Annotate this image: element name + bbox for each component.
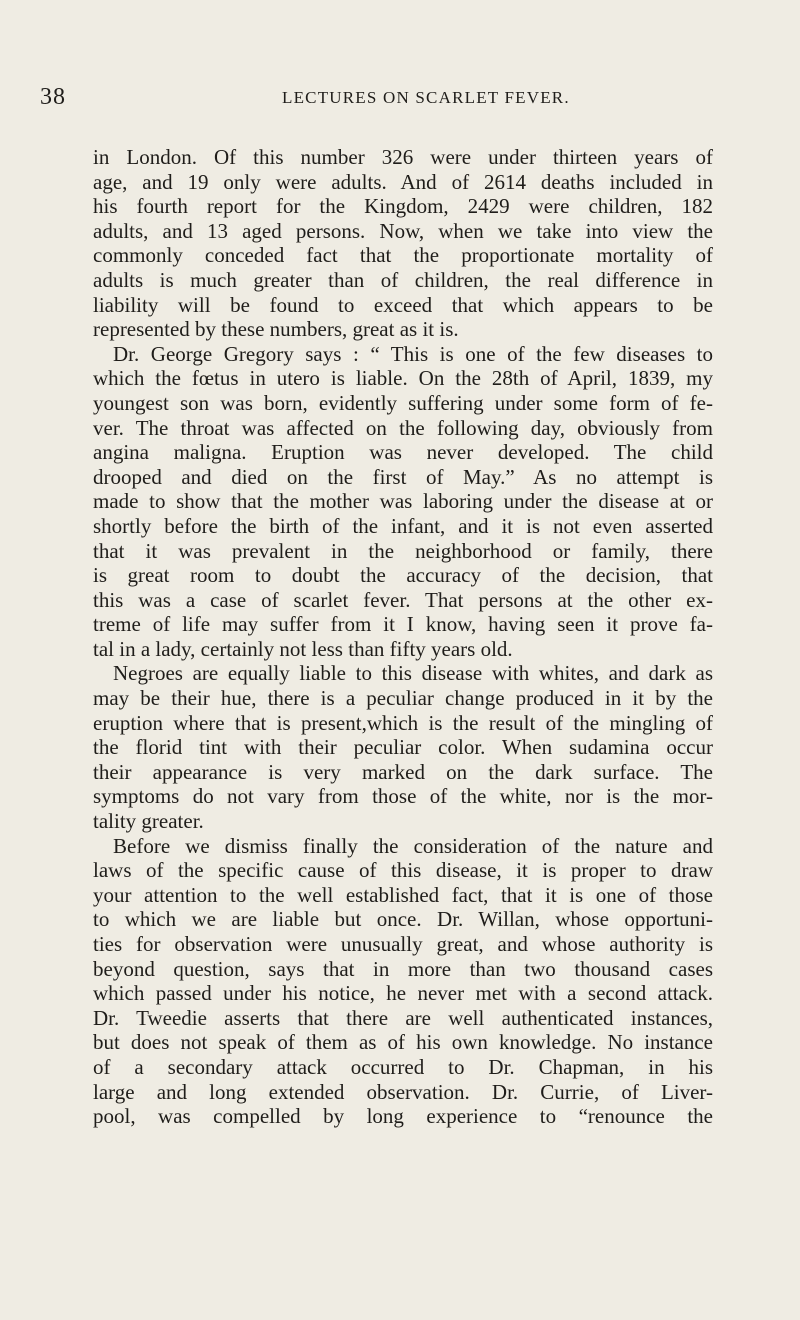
text-line: large and long extended observation. Dr. Currie, of Liver- [93,1079,713,1104]
running-title: LECTURES ON SCARLET FEVER. [282,88,570,107]
text-line: that it was prevalent in the neighborhood or family, there [93,538,713,563]
text-line: commonly conceded fact that the proportionate mortality of [93,243,713,268]
text-line: laws of the specific cause of this disease, it is proper to draw [93,858,713,883]
text-line: drooped and died on the first of May.” As no attempt is [93,464,713,489]
text-line: symptoms do not vary from those of the white, nor is the mor- [93,784,713,809]
text-line: tality greater. [93,809,204,834]
text-line: youngest son was born, evidently suffering under some form of fe- [93,390,713,415]
text-line: in London. Of this number 326 were under thirteen years of [93,145,713,169]
text-line: may be their hue, there is a peculiar change produced in it by the [93,686,713,711]
text-line: the florid tint with their peculiar color. When sudamina occur [93,735,713,760]
text-line: this was a case of scarlet fever. That persons at the other ex- [93,587,713,612]
text-line: angina maligna. Eruption was never developed. The child [93,440,713,465]
text-line: which passed under his notice, he never met with a second attack. [93,981,713,1006]
text-line: is great room to doubt the accuracy of the decision, that [93,563,713,588]
text-line: ver. The throat was affected on the following day, obviously from [93,415,713,440]
text-line: Before we dismiss finally the consideration of the nature and [113,833,713,858]
text-line: but does not speak of them as of his own knowledge. No instance [93,1030,713,1055]
page-number: 38 [40,84,66,110]
text-line: adults is much greater than of children, the real difference in [93,267,713,292]
text-line: beyond question, says that in more than two thousand cases [93,956,713,981]
body-text [93,145,713,1129]
text-line: of a secondary attack occurred to Dr. Chapman, in his [93,1054,713,1079]
text-line: represented by these numbers, great as it is. [93,317,459,342]
text-line: your attention to the well established fact, that it is one of those [93,882,713,907]
text-line: adults, and 13 aged persons. Now, when we take into view the [93,218,713,243]
text-line: made to show that the mother was laboring under the disease at or [93,489,713,514]
text-line: Negroes are equally liable to this disease with whites, and dark as [113,661,713,686]
text-line: which the fœtus in utero is liable. On the 28th of April, 1839, my [93,366,713,391]
running-head [0,86,800,108]
text-line: to which we are liable but once. Dr. Willan, whose opportuni- [93,907,713,932]
text-line: ties for observation were unusually great, and whose authority is [93,932,713,956]
text-line: treme of life may suffer from it I know, having seen it prove fa- [93,612,713,637]
text-line: pool, was compelled by long experience to “renounce the [93,1104,713,1129]
text-line: liability will be found to exceed that which appears to be [93,292,713,317]
text-line: eruption where that is present,which is the result of the mingling of [93,710,713,735]
text-line: Dr. George Gregory says : “ This is one of the few diseases to [113,341,713,366]
text-line: his fourth report for the Kingdom, 2429 were children, 182 [93,194,713,219]
text-line: tal in a lady, certainly not less than fifty years old. [93,636,513,661]
text-line: Dr. Tweedie asserts that there are well authenticated instances, [93,1005,713,1030]
text-line: shortly before the birth of the infant, and it is not even asserted [93,513,713,538]
text-line: age, and 19 only were adults. And of 2614 deaths included in [93,169,713,194]
text-line: their appearance is very marked on the dark surface. The [93,759,713,784]
